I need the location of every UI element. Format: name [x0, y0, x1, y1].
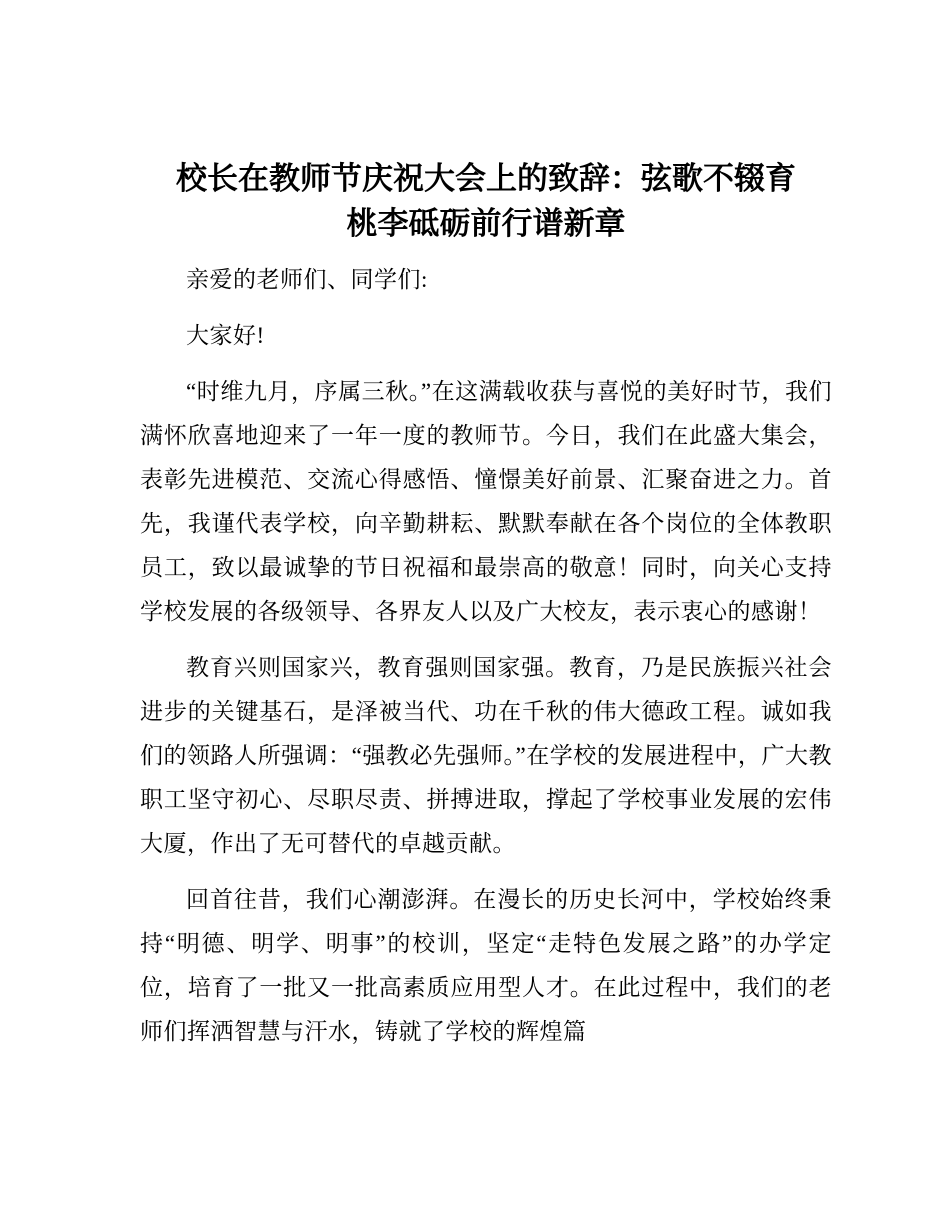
paragraph-opening: “时维九月，序属三秋。”在这满载收获与喜悦的美好时节，我们满怀欣喜地迎来了一年一度的教师节。今日，我们在此盛大集会，表彰先进模范、交流心得感悟、憧憬美好前景、汇聚奋进之力。首先，我谨代表学校，向辛勤耕耘、默默奉献在各个岗位的全体教职员工，致以最诚挚的节日祝福和最崇高的敬意！同时，向关心支持学校发展的各级领导、各界友人以及广大校友，表示衷心的感谢！	[140, 379, 832, 624]
document-body	[140, 258, 832, 1054]
paragraph-education: 教育兴则国家兴，教育强则国家强。教育，乃是民族振兴社会进步的关键基石，是泽被当代、功在千秋的伟大德政工程。诚如我们的领路人所强调：“强教必先强师。”在学校的发展进程中，广大教职工坚守初心、尽职尽责、拼搏进取，撑起了学校事业发展的宏伟大厦，作出了无可替代的卓越贡献。	[140, 655, 832, 856]
paragraph-history: 回首往昔，我们心潮澎湃。在漫长的历史长河中，学校始终秉持“明德、明学、明事”的校训，坚定“走特色发展之路”的办学定位，培育了一批又一批高素质应用型人才。在此过程中，我们的老师们挥洒智慧与汗水，铸就了学校的辉煌篇	[140, 887, 832, 1044]
document-title-line-1: 校长在教师节庆祝大会上的致辞：弦歌不辍育	[176, 161, 796, 196]
paragraph-salutation: 亲爱的老师们、同学们:	[186, 267, 428, 292]
paragraph-greeting: 大家好!	[186, 323, 265, 348]
document-title	[140, 156, 832, 246]
document-title-line-2: 桃李砥砺前行谱新章	[346, 206, 626, 241]
